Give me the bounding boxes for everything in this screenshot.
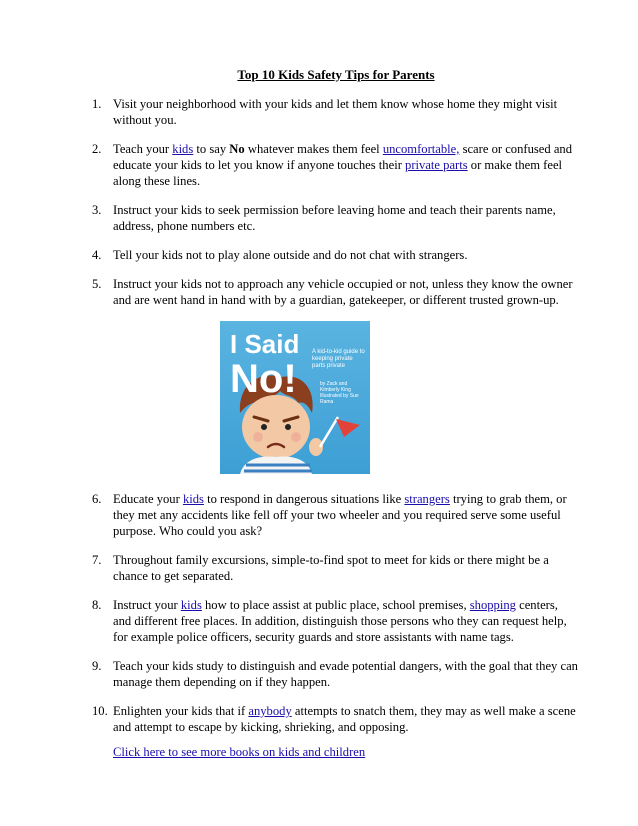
inline-link[interactable]: anybody: [248, 704, 292, 718]
book-title-line2: No!: [230, 357, 297, 401]
tip-number: 5.: [92, 277, 102, 291]
tip-item: [0, 202, 638, 234]
bold-text: No: [229, 142, 245, 156]
more-books-container: [0, 744, 638, 760]
book-author-names: by Zack and Kimberly King: [320, 381, 351, 393]
inline-link[interactable]: shopping: [469, 598, 516, 612]
tip-item: [0, 658, 638, 690]
tip-text: Visit your neighborhood with your kids and let them know whose home they might visit without you.: [113, 97, 558, 127]
book-authors: [320, 381, 364, 405]
inline-link[interactable]: strangers: [404, 492, 450, 506]
tip-text: Tell your kids not to play alone outside and do not chat with strangers.: [113, 248, 468, 262]
tip-item: [0, 703, 638, 735]
tip-text: whatever makes them feel: [244, 142, 383, 156]
inline-link[interactable]: kids: [172, 142, 194, 156]
book-title-line1: I Said: [230, 329, 300, 359]
tip-text: how to place assist at public place, school premises,: [201, 598, 470, 612]
tip-text: to respond in dangerous situations like: [203, 492, 405, 506]
book-subtitle: A kid-to-kid guide to keeping private parts private: [312, 349, 365, 369]
inline-link[interactable]: kids: [182, 492, 204, 506]
tip-text: scare or confused and educate your kids to let you know if anyone touches their: [113, 142, 573, 172]
tip-text: Instruct your kids to seek permission before leaving home and teach their parents name, address, phone numbers etc.: [113, 203, 556, 233]
tip-number: 2.: [92, 142, 102, 156]
tip-item: [0, 247, 638, 263]
tip-text: trying to grab them, or they met any accidents like fell off your two wheeler and you required serve some useful purpose. Who could you ask?: [113, 492, 567, 538]
tip-number: 4.: [92, 248, 102, 262]
tip-number: 3.: [92, 203, 102, 217]
tip-text: Instruct your: [113, 598, 181, 612]
tip-item: [0, 597, 638, 645]
book-cover-image: [220, 321, 370, 474]
tip-number: 8.: [92, 598, 102, 612]
tip-item: [0, 552, 638, 584]
tip-text: to say: [193, 142, 230, 156]
inline-link[interactable]: kids: [180, 598, 202, 612]
book-cover-container: [0, 321, 638, 481]
tip-text: Educate your: [113, 492, 183, 506]
inline-link[interactable]: uncomfortable,: [382, 142, 460, 156]
tip-text: Teach your kids study to distinguish and evade potential dangers, with the goal that they can manage them depending on if they happen.: [113, 659, 578, 689]
tip-text: Throughout family excursions, simple-to-find spot to meet for kids or there might be a chance to get separated.: [113, 553, 549, 583]
book-title: [230, 331, 299, 399]
inline-link[interactable]: private parts: [405, 158, 468, 172]
tip-text: centers, and different free places. In addition, distinguish those persons who they can request help, for example police officers, security guards and store assistants with name tags.: [113, 598, 567, 644]
tip-text: Instruct your kids not to approach any vehicle occupied or not, unless they know the owner and are went hand in hand with by a guardian, gatekeeper, or different trusted grown-up.: [113, 277, 573, 307]
tip-text: Teach your: [113, 142, 173, 156]
page-title: Top 10 Kids Safety Tips for Parents: [237, 67, 435, 82]
tip-number: 1.: [92, 97, 102, 111]
more-books-link[interactable]: Click here to see more books on kids and children: [113, 745, 366, 759]
tip-item: [0, 96, 638, 128]
tip-number: 9.: [92, 659, 102, 673]
tip-number: 6.: [92, 492, 102, 506]
tip-text: attempts to snatch them, they may as well make a scene and attempt to escape by kicking, shrieking, and opposing.: [113, 704, 576, 734]
tips-list: [0, 96, 638, 760]
tip-text: or make them feel along these lines.: [113, 158, 563, 188]
tip-item: [0, 491, 638, 539]
tip-number: 10.: [92, 704, 108, 718]
tip-item: [0, 141, 638, 189]
book-illustrator: Illustrated by Sue Rama: [320, 393, 359, 405]
tip-text: Enlighten your kids that if: [113, 704, 249, 718]
tip-item: [0, 276, 638, 308]
tip-number: 7.: [92, 553, 102, 567]
